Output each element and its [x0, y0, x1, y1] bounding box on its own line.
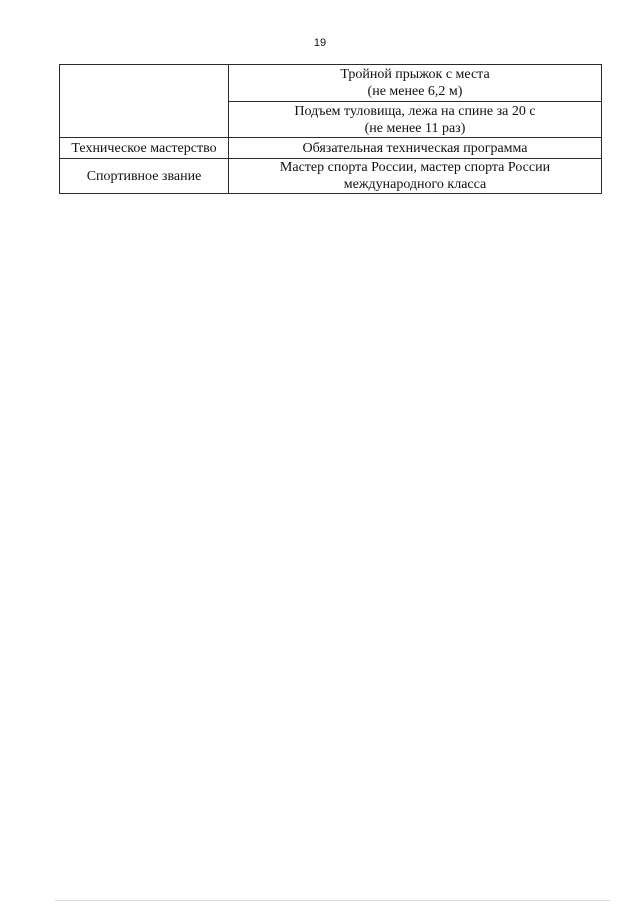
norms-table [59, 64, 602, 194]
requirement-cell [229, 65, 602, 102]
category-cell: Спортивное звание [60, 159, 229, 194]
requirement-cell [229, 102, 602, 138]
requirement-text: Тройной прыжок с места [340, 67, 490, 82]
requirement-text: Обязательная техническая программа [302, 140, 528, 156]
requirement-text: Мастер спорта России, мастер спорта России [279, 160, 551, 175]
requirement-text: Подъем туловища, лежа на спине за 20 с [294, 103, 536, 119]
requirement-norm: (не менее 11 раз) [364, 120, 466, 136]
requirement-norm: (не менее 6,2 м) [367, 84, 463, 99]
category-cell: Техническое мастерство [60, 138, 229, 159]
page-number: 19 [313, 37, 327, 49]
table-row [60, 159, 602, 194]
requirement-cell [229, 159, 602, 194]
requirement-text-continued: международного класса [343, 177, 487, 192]
table-row [60, 65, 602, 102]
requirement-cell [229, 138, 602, 159]
page-bottom-divider [55, 900, 610, 901]
category-cell-empty [60, 65, 229, 138]
table-row [60, 138, 602, 159]
